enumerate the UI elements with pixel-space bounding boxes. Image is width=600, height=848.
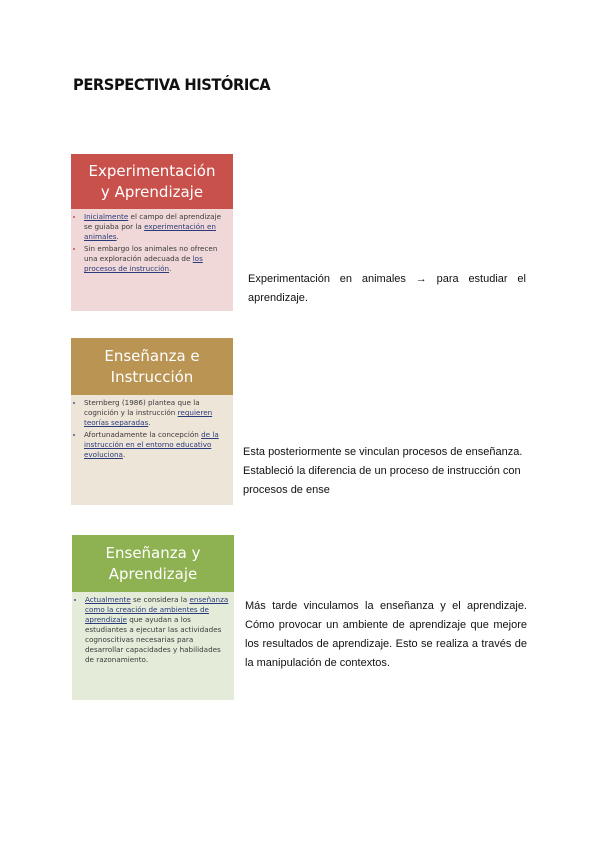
card-header-line: Enseñanza e (104, 346, 200, 365)
card-body (71, 209, 233, 311)
list-item (84, 430, 229, 460)
underlined-text: de la instrucción en el entorno educativo evoluciona (84, 430, 219, 459)
list-item (84, 398, 229, 428)
text: . (148, 418, 151, 427)
card-body (72, 592, 234, 700)
card-experimentacion-aprendizaje (71, 154, 233, 311)
card-header (72, 535, 234, 592)
card-header-line: y Aprendizaje (100, 182, 204, 201)
card-header-line: Aprendizaje (108, 564, 198, 583)
underlined-text: experimentación en animales (84, 222, 216, 241)
text: Sin embargo los animales no ofrecen una exploración adecuada de (84, 244, 218, 263)
page-title: PERSPECTIVA HISTÓRICA (73, 75, 271, 94)
list-item (84, 244, 229, 274)
card-header-line: Experimentación (88, 161, 216, 180)
underlined-text: teorías separadas (84, 418, 149, 427)
card-body (71, 395, 233, 505)
card-header-line: Instrucción (110, 367, 194, 386)
text: . (122, 450, 126, 459)
card-header (71, 154, 233, 209)
paragraph-instruccion: Esta posteriormente se vinculan procesos de enseñanza. Estableció la diferencia de un proceso de instrucción con procesos de ense (243, 446, 523, 496)
underlined-text: Inicialmente (84, 212, 129, 221)
list-item (84, 212, 229, 242)
card-ensenanza-aprendizaje (72, 535, 234, 700)
text: Sternberg (1986) plantea que la cognición y la instrucción (84, 398, 200, 417)
paragraph-aprendizaje: Más tarde vinculamos la enseñanza y el aprendizaje. Cómo provocar un ambiente de aprendizaje que mejore los resultados de aprendizaje. Esto se realiza a través de la manipulación de contextos. (245, 600, 527, 669)
paragraph-experimentacion: Experimentación en animales → para estudiar el aprendizaje. (248, 273, 526, 304)
text: el campo del aprendizaje se guiaba por la (84, 212, 222, 231)
underlined-text: los procesos de instrucción (84, 254, 203, 273)
text: Afortunadamente la concepción (84, 430, 202, 439)
card-header (71, 338, 233, 395)
list-item (85, 595, 230, 665)
underlined-text: requieren (177, 408, 213, 417)
text: . (116, 232, 119, 241)
text: se considera la (130, 595, 190, 604)
card-header-line: Enseñanza y (105, 543, 201, 562)
text: . (169, 264, 172, 273)
underlined-text: enseñanza como la creación de ambientes de aprendizaje (85, 595, 229, 624)
text: que ayudan a los estudiantes a ejecutar las actividades cognoscitivas necesarias para desarrollar capacidades y habilidades de razonamiento. (85, 615, 222, 664)
underlined-text: Actualmente (85, 595, 131, 604)
card-ensenanza-instruccion (71, 338, 233, 505)
